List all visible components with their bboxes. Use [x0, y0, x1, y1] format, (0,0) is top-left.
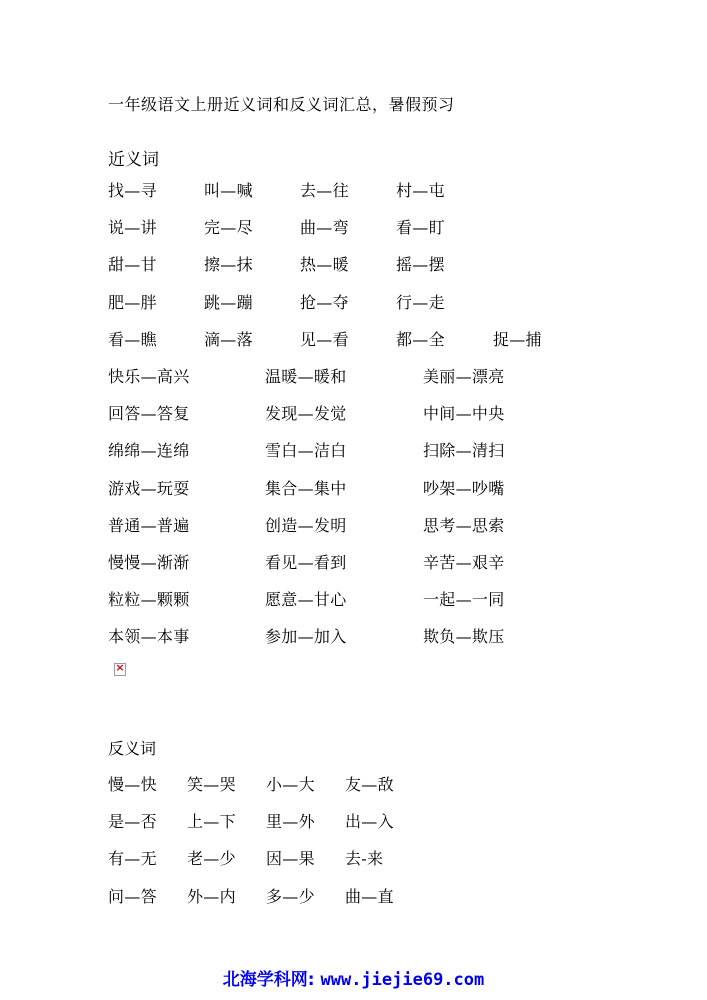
word-pair: 曲—弯 — [300, 218, 349, 238]
document-title: 一年级语文上册近义词和反义词汇总，暑假预习 — [108, 95, 455, 114]
footer-site-url[interactable]: www.jiejie69.com — [320, 970, 485, 990]
word-pair: 吵架—吵嘴 — [423, 478, 505, 498]
word-pair: 发现—发觉 — [265, 404, 347, 424]
word-pair: 创造—发明 — [265, 515, 347, 535]
word-pair: 行—走 — [396, 292, 445, 312]
word-pair: 老—少 — [187, 849, 236, 869]
word-pair: 外—内 — [187, 886, 236, 906]
word-pair: 跳—蹦 — [204, 292, 253, 312]
word-pair: 辛苦—艰辛 — [423, 553, 505, 572]
word-pair: 出—入 — [345, 812, 394, 832]
synonym-row — [0, 476, 707, 500]
word-pair: 肥—胖 — [108, 292, 157, 312]
word-pair: 小—大 — [266, 775, 315, 794]
word-pair: 中间—中央 — [423, 404, 505, 424]
word-pair: 说—讲 — [108, 218, 157, 238]
word-pair: 绵绵—连绵 — [108, 441, 190, 461]
word-pair: 欺负—欺压 — [423, 627, 505, 647]
word-pair: 粒粒—颗颗 — [108, 590, 190, 610]
word-pair: 摇—摆 — [396, 255, 445, 275]
word-pair: 看—瞧 — [108, 329, 157, 349]
word-pair: 慢—快 — [108, 775, 157, 794]
word-pair: 找—寻 — [108, 181, 157, 200]
word-pair: 抢—夺 — [300, 292, 349, 312]
word-pair: 参加—加入 — [265, 627, 347, 647]
synonym-row — [0, 364, 707, 388]
synonym-row — [0, 624, 707, 648]
word-pair: 有—无 — [108, 849, 157, 869]
antonym-row — [0, 809, 707, 833]
word-pair: 扫除—清扫 — [423, 441, 505, 461]
word-pair: 曲—直 — [345, 886, 394, 906]
word-pair: 擦—抹 — [204, 255, 253, 275]
word-pair: 友—敌 — [345, 775, 394, 794]
word-pair: 问—答 — [108, 886, 157, 906]
word-pair: 看—盯 — [396, 218, 445, 238]
word-pair: 因—果 — [266, 849, 315, 869]
footer-site-link[interactable] — [0, 965, 707, 990]
synonym-row — [0, 327, 707, 351]
antonym-row — [0, 846, 707, 870]
word-pair: 村—屯 — [396, 181, 445, 200]
synonym-row — [0, 513, 707, 537]
word-pair: 里—外 — [266, 812, 315, 832]
word-pair: 游戏—玩耍 — [108, 478, 190, 498]
word-pair: 完—尽 — [204, 218, 253, 238]
word-pair: 回答—答复 — [108, 404, 190, 424]
word-pair: 愿意—甘心 — [265, 590, 347, 610]
word-pair: 叫—喊 — [204, 181, 253, 200]
synonym-row — [0, 438, 707, 462]
footer-site-label: 北海学科网: — [222, 970, 315, 990]
antonym-row — [0, 772, 707, 796]
synonym-row — [0, 401, 707, 425]
word-pair: 看见—看到 — [265, 553, 347, 572]
word-pair: 甜—甘 — [108, 255, 157, 275]
broken-image-icon: × — [115, 661, 125, 674]
synonyms-heading: 近义词 — [108, 150, 159, 170]
word-pair: 是—否 — [108, 812, 157, 832]
word-pair: 温暖—暖和 — [265, 367, 347, 386]
synonym-row — [0, 587, 707, 611]
word-pair: 去—往 — [300, 181, 349, 200]
word-pair: 去-来 — [345, 849, 384, 869]
word-pair: 都—全 — [396, 329, 445, 349]
word-pair: 慢慢—渐渐 — [108, 553, 190, 572]
word-pair: 快乐—高兴 — [108, 367, 190, 386]
synonym-row — [0, 550, 707, 574]
word-pair: 本领—本事 — [108, 627, 190, 647]
word-pair: 普通—普遍 — [108, 515, 190, 535]
word-pair: 一起—一同 — [423, 590, 505, 610]
word-pair: 思考—思索 — [423, 515, 505, 535]
word-pair: 滴—落 — [204, 329, 253, 349]
synonym-row — [0, 290, 707, 314]
word-pair: 捉—捕 — [493, 329, 542, 349]
word-pair: 见—看 — [300, 329, 349, 349]
synonym-row — [0, 252, 707, 276]
synonym-row — [0, 215, 707, 239]
word-pair: 雪白—洁白 — [265, 441, 347, 461]
word-pair: 多—少 — [266, 886, 315, 906]
synonym-row — [0, 178, 707, 202]
word-pair: 上—下 — [187, 812, 236, 832]
word-pair: 笑—哭 — [187, 775, 236, 794]
word-pair: 热—暖 — [300, 255, 349, 275]
word-pair: 集合—集中 — [265, 478, 347, 498]
antonym-row — [0, 884, 707, 908]
word-pair: 美丽—漂亮 — [423, 367, 505, 386]
antonyms-heading: 反义词 — [108, 739, 157, 758]
